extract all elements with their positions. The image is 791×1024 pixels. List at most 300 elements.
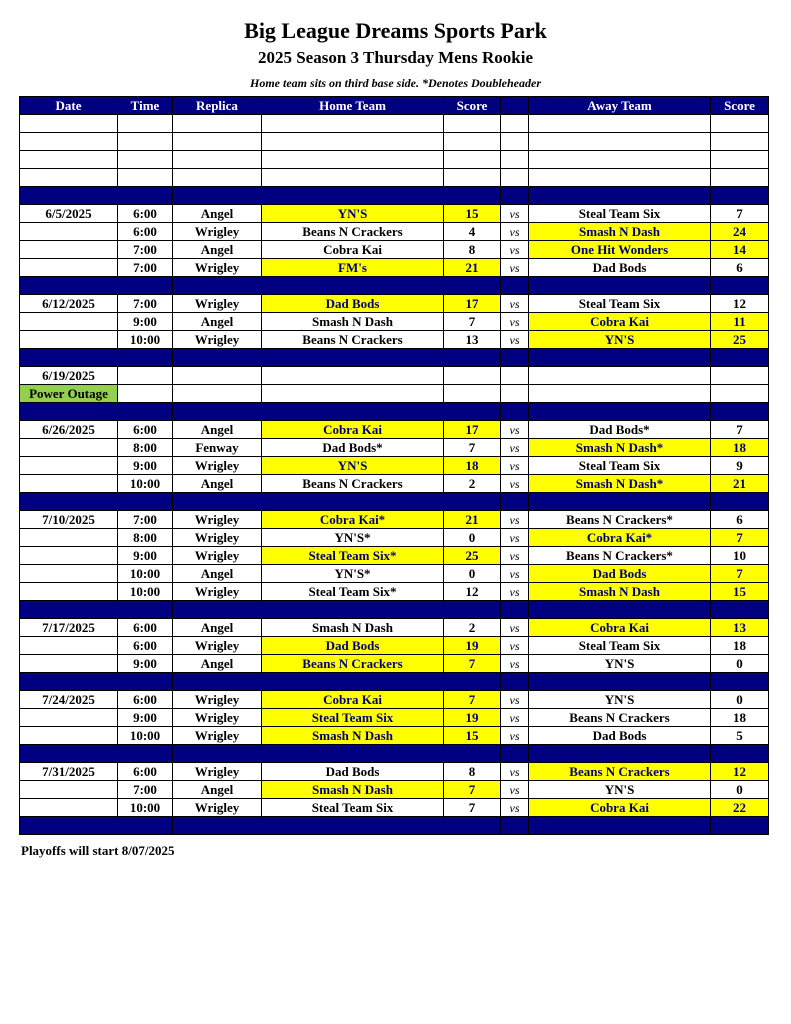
date-cell <box>20 313 118 331</box>
replica-cell: Wrigley <box>173 691 262 709</box>
game-row <box>20 331 769 349</box>
separator-cell <box>711 187 769 205</box>
separator-cell <box>501 277 529 295</box>
home-team-cell: Steal Team Six <box>262 799 444 817</box>
date-cell: 6/26/2025 <box>20 421 118 439</box>
separator-cell <box>262 403 444 421</box>
game-row <box>20 763 769 781</box>
blank-cell <box>444 385 501 403</box>
away-team-cell: Beans N Crackers* <box>529 547 711 565</box>
home-score-cell: 7 <box>444 313 501 331</box>
separator-cell <box>711 493 769 511</box>
vs-cell: vs <box>501 583 529 601</box>
vs-cell: vs <box>501 709 529 727</box>
time-cell: 6:00 <box>118 637 173 655</box>
separator-cell <box>118 403 173 421</box>
week-separator-row <box>20 277 769 295</box>
col-header-home-score: Score <box>444 97 501 115</box>
separator-cell <box>444 187 501 205</box>
replica-cell: Wrigley <box>173 511 262 529</box>
blank-cell <box>444 151 501 169</box>
home-score-cell: 8 <box>444 763 501 781</box>
away-team-cell: YN'S <box>529 655 711 673</box>
blank-cell <box>118 151 173 169</box>
away-team-cell: One Hit Wonders <box>529 241 711 259</box>
blank-cell <box>444 169 501 187</box>
home-score-cell: 17 <box>444 421 501 439</box>
col-header-home-team: Home Team <box>262 97 444 115</box>
separator-cell <box>173 493 262 511</box>
week-separator-row <box>20 493 769 511</box>
separator-cell <box>529 673 711 691</box>
home-score-cell: 17 <box>444 295 501 313</box>
game-row <box>20 511 769 529</box>
away-team-cell: YN'S <box>529 691 711 709</box>
separator-cell <box>262 187 444 205</box>
date-cell <box>20 583 118 601</box>
blank-cell <box>711 385 769 403</box>
separator-cell <box>118 187 173 205</box>
game-row <box>20 205 769 223</box>
home-team-cell: Beans N Crackers <box>262 331 444 349</box>
col-header-time: Time <box>118 97 173 115</box>
blank-cell <box>20 151 118 169</box>
home-team-cell: Beans N Crackers <box>262 475 444 493</box>
blank-cell <box>173 133 262 151</box>
vs-cell: vs <box>501 421 529 439</box>
home-score-cell: 2 <box>444 619 501 637</box>
separator-cell <box>529 493 711 511</box>
time-cell: 10:00 <box>118 565 173 583</box>
date-cell: 7/24/2025 <box>20 691 118 709</box>
home-score-cell: 7 <box>444 691 501 709</box>
col-header-date: Date <box>20 97 118 115</box>
away-score-cell: 15 <box>711 583 769 601</box>
away-team-cell: YN'S <box>529 331 711 349</box>
time-cell: 7:00 <box>118 241 173 259</box>
away-score-cell: 0 <box>711 655 769 673</box>
replica-cell: Wrigley <box>173 331 262 349</box>
separator-cell <box>173 277 262 295</box>
home-team-cell: Cobra Kai <box>262 421 444 439</box>
separator-cell <box>501 187 529 205</box>
date-cell <box>20 529 118 547</box>
replica-cell: Wrigley <box>173 799 262 817</box>
game-row <box>20 529 769 547</box>
blank-cell <box>529 151 711 169</box>
date-cell: 7/10/2025 <box>20 511 118 529</box>
time-cell: 9:00 <box>118 457 173 475</box>
vs-cell: vs <box>501 295 529 313</box>
replica-cell: Fenway <box>173 439 262 457</box>
away-score-cell: 9 <box>711 457 769 475</box>
away-score-cell: 6 <box>711 259 769 277</box>
separator-cell <box>711 601 769 619</box>
home-team-cell: YN'S* <box>262 565 444 583</box>
date-cell: 6/12/2025 <box>20 295 118 313</box>
col-header-away-score: Score <box>711 97 769 115</box>
away-team-cell: Steal Team Six <box>529 457 711 475</box>
separator-cell <box>20 745 118 763</box>
game-row <box>20 475 769 493</box>
schedule-body <box>20 115 769 835</box>
away-score-cell <box>711 367 769 385</box>
replica-cell: Angel <box>173 781 262 799</box>
vs-cell: vs <box>501 223 529 241</box>
time-cell: 10:00 <box>118 331 173 349</box>
separator-cell <box>711 817 769 835</box>
away-team-cell: Cobra Kai <box>529 619 711 637</box>
blank-row <box>20 151 769 169</box>
week-separator-row <box>20 817 769 835</box>
replica-cell <box>173 367 262 385</box>
away-team-cell: Dad Bods* <box>529 421 711 439</box>
time-cell: 10:00 <box>118 583 173 601</box>
game-row <box>20 295 769 313</box>
home-team-cell: Smash N Dash <box>262 781 444 799</box>
replica-cell: Wrigley <box>173 637 262 655</box>
separator-cell <box>118 745 173 763</box>
time-cell: 9:00 <box>118 655 173 673</box>
blank-cell <box>444 115 501 133</box>
week-separator-row <box>20 403 769 421</box>
separator-cell <box>118 277 173 295</box>
date-cell <box>20 781 118 799</box>
date-cell <box>20 655 118 673</box>
week-separator-row <box>20 187 769 205</box>
separator-cell <box>20 673 118 691</box>
home-team-cell: Dad Bods* <box>262 439 444 457</box>
away-team-cell: Cobra Kai <box>529 313 711 331</box>
separator-cell <box>118 493 173 511</box>
date-cell <box>20 457 118 475</box>
blank-cell <box>262 151 444 169</box>
time-cell: 8:00 <box>118 529 173 547</box>
away-team-cell: Beans N Crackers* <box>529 511 711 529</box>
replica-cell: Angel <box>173 619 262 637</box>
time-cell: 6:00 <box>118 223 173 241</box>
vs-cell: vs <box>501 637 529 655</box>
home-score-cell: 21 <box>444 259 501 277</box>
away-team-cell: Steal Team Six <box>529 205 711 223</box>
blank-cell <box>173 385 262 403</box>
date-cell <box>20 727 118 745</box>
blank-cell <box>529 133 711 151</box>
week-separator-row <box>20 601 769 619</box>
away-team-cell: Beans N Crackers <box>529 763 711 781</box>
home-team-cell: YN'S <box>262 457 444 475</box>
date-cell <box>20 439 118 457</box>
separator-cell <box>529 349 711 367</box>
date-cell: 7/17/2025 <box>20 619 118 637</box>
power-outage-label: Power Outage <box>20 385 118 403</box>
home-score-cell: 4 <box>444 223 501 241</box>
vs-cell: vs <box>501 763 529 781</box>
away-score-cell: 25 <box>711 331 769 349</box>
away-score-cell: 10 <box>711 547 769 565</box>
away-score-cell: 12 <box>711 763 769 781</box>
time-cell: 7:00 <box>118 295 173 313</box>
away-team-cell: Cobra Kai <box>529 799 711 817</box>
power-outage-row <box>20 385 769 403</box>
blank-cell <box>529 115 711 133</box>
home-score-cell: 12 <box>444 583 501 601</box>
time-cell: 6:00 <box>118 691 173 709</box>
vs-cell: vs <box>501 691 529 709</box>
time-cell: 7:00 <box>118 259 173 277</box>
home-score-cell: 0 <box>444 529 501 547</box>
blank-cell <box>262 385 444 403</box>
away-team-cell: Smash N Dash* <box>529 475 711 493</box>
game-row <box>20 313 769 331</box>
separator-cell <box>173 349 262 367</box>
replica-cell: Wrigley <box>173 529 262 547</box>
replica-cell: Wrigley <box>173 547 262 565</box>
home-team-cell: Steal Team Six <box>262 709 444 727</box>
game-row <box>20 223 769 241</box>
time-cell: 6:00 <box>118 205 173 223</box>
time-cell: 9:00 <box>118 709 173 727</box>
separator-cell <box>173 673 262 691</box>
playoffs-note: Playoffs will start 8/07/2025 <box>21 843 175 858</box>
separator-cell <box>20 277 118 295</box>
separator-cell <box>444 277 501 295</box>
separator-cell <box>262 277 444 295</box>
game-row <box>20 691 769 709</box>
away-score-cell: 12 <box>711 295 769 313</box>
date-cell <box>20 799 118 817</box>
home-score-cell: 25 <box>444 547 501 565</box>
separator-cell <box>444 493 501 511</box>
game-row <box>20 583 769 601</box>
blank-cell <box>262 115 444 133</box>
away-score-cell: 7 <box>711 421 769 439</box>
separator-cell <box>501 601 529 619</box>
separator-cell <box>173 187 262 205</box>
vs-cell: vs <box>501 313 529 331</box>
separator-cell <box>118 673 173 691</box>
time-cell: 10:00 <box>118 727 173 745</box>
separator-cell <box>262 349 444 367</box>
time-cell: 6:00 <box>118 619 173 637</box>
game-row <box>20 799 769 817</box>
game-row <box>20 619 769 637</box>
replica-cell: Angel <box>173 205 262 223</box>
home-score-cell: 18 <box>444 457 501 475</box>
vs-cell: vs <box>501 529 529 547</box>
col-header-replica: Replica <box>173 97 262 115</box>
away-score-cell: 0 <box>711 691 769 709</box>
home-team-cell: Dad Bods <box>262 295 444 313</box>
game-row <box>20 727 769 745</box>
date-cell <box>20 547 118 565</box>
blank-cell <box>501 133 529 151</box>
vs-cell: vs <box>501 475 529 493</box>
separator-cell <box>173 745 262 763</box>
away-score-cell: 6 <box>711 511 769 529</box>
date-cell <box>20 241 118 259</box>
separator-cell <box>173 601 262 619</box>
separator-cell <box>711 349 769 367</box>
date-cell: 6/5/2025 <box>20 205 118 223</box>
separator-cell <box>529 817 711 835</box>
home-team-cell: YN'S <box>262 205 444 223</box>
away-team-cell: Cobra Kai* <box>529 529 711 547</box>
away-team-cell: Smash N Dash <box>529 583 711 601</box>
separator-cell <box>444 817 501 835</box>
blank-cell <box>20 169 118 187</box>
away-team-cell: Smash N Dash <box>529 223 711 241</box>
blank-cell <box>711 115 769 133</box>
home-score-cell: 15 <box>444 727 501 745</box>
game-row <box>20 655 769 673</box>
replica-cell: Wrigley <box>173 295 262 313</box>
home-score-cell: 13 <box>444 331 501 349</box>
away-score-cell: 22 <box>711 799 769 817</box>
home-team-cell: Steal Team Six* <box>262 583 444 601</box>
home-team-cell: FM's <box>262 259 444 277</box>
separator-cell <box>444 601 501 619</box>
home-score-cell: 2 <box>444 475 501 493</box>
time-cell <box>118 367 173 385</box>
vs-cell: vs <box>501 565 529 583</box>
home-score-cell: 15 <box>444 205 501 223</box>
separator-cell <box>529 745 711 763</box>
separator-cell <box>118 817 173 835</box>
away-score-cell: 24 <box>711 223 769 241</box>
time-cell: 10:00 <box>118 799 173 817</box>
away-team-cell: Smash N Dash* <box>529 439 711 457</box>
game-row <box>20 709 769 727</box>
separator-cell <box>262 601 444 619</box>
week-separator-row <box>20 745 769 763</box>
blank-cell <box>711 133 769 151</box>
date-cell <box>20 223 118 241</box>
separator-cell <box>711 745 769 763</box>
blank-cell <box>501 169 529 187</box>
blank-cell <box>501 115 529 133</box>
time-cell: 6:00 <box>118 421 173 439</box>
blank-cell <box>529 385 711 403</box>
home-team-cell: YN'S* <box>262 529 444 547</box>
home-team-cell: Dad Bods <box>262 637 444 655</box>
date-cell <box>20 565 118 583</box>
blank-cell <box>20 115 118 133</box>
separator-cell <box>262 493 444 511</box>
game-row <box>20 565 769 583</box>
vs-cell <box>501 367 529 385</box>
blank-cell <box>173 115 262 133</box>
separator-cell <box>501 817 529 835</box>
separator-cell <box>711 673 769 691</box>
separator-cell <box>501 403 529 421</box>
replica-cell: Wrigley <box>173 763 262 781</box>
separator-cell <box>20 601 118 619</box>
separator-cell <box>711 403 769 421</box>
replica-cell: Wrigley <box>173 709 262 727</box>
away-team-cell: Steal Team Six <box>529 637 711 655</box>
away-score-cell: 7 <box>711 565 769 583</box>
home-team-cell: Cobra Kai <box>262 241 444 259</box>
separator-cell <box>529 277 711 295</box>
separator-cell <box>20 187 118 205</box>
week-separator-row <box>20 349 769 367</box>
time-cell: 7:00 <box>118 781 173 799</box>
away-team-cell: Dad Bods <box>529 727 711 745</box>
replica-cell: Wrigley <box>173 583 262 601</box>
home-score-cell <box>444 367 501 385</box>
date-cell: 7/31/2025 <box>20 763 118 781</box>
away-score-cell: 11 <box>711 313 769 331</box>
replica-cell: Wrigley <box>173 223 262 241</box>
blank-cell <box>501 151 529 169</box>
away-score-cell: 7 <box>711 205 769 223</box>
separator-cell <box>20 493 118 511</box>
game-row <box>20 547 769 565</box>
separator-cell <box>501 673 529 691</box>
separator-cell <box>173 817 262 835</box>
blank-cell <box>711 169 769 187</box>
blank-cell <box>173 151 262 169</box>
home-team-cell: Cobra Kai* <box>262 511 444 529</box>
vs-cell: vs <box>501 205 529 223</box>
blank-row <box>20 115 769 133</box>
blank-row <box>20 169 769 187</box>
game-row <box>20 241 769 259</box>
separator-cell <box>444 403 501 421</box>
vs-cell: vs <box>501 241 529 259</box>
separator-cell <box>529 187 711 205</box>
blank-cell <box>262 133 444 151</box>
away-score-cell: 14 <box>711 241 769 259</box>
time-cell: 10:00 <box>118 475 173 493</box>
home-score-cell: 7 <box>444 799 501 817</box>
date-cell <box>20 709 118 727</box>
home-score-cell: 19 <box>444 709 501 727</box>
blank-cell <box>711 151 769 169</box>
separator-cell <box>20 349 118 367</box>
home-team-cell <box>262 367 444 385</box>
col-header-away-team: Away Team <box>529 97 711 115</box>
vs-cell: vs <box>501 655 529 673</box>
page-subtitle: 2025 Season 3 Thursday Mens Rookie <box>257 48 534 67</box>
time-cell: 9:00 <box>118 547 173 565</box>
replica-cell: Angel <box>173 421 262 439</box>
separator-cell <box>20 817 118 835</box>
replica-cell: Wrigley <box>173 457 262 475</box>
home-score-cell: 7 <box>444 781 501 799</box>
home-team-cell: Beans N Crackers <box>262 655 444 673</box>
blank-cell <box>501 385 529 403</box>
blank-cell <box>20 133 118 151</box>
separator-cell <box>118 601 173 619</box>
date-cell <box>20 259 118 277</box>
home-team-cell: Smash N Dash <box>262 619 444 637</box>
col-header-vs <box>501 97 529 115</box>
away-team-cell: Steal Team Six <box>529 295 711 313</box>
date-cell <box>20 475 118 493</box>
vs-cell: vs <box>501 799 529 817</box>
week-separator-row <box>20 673 769 691</box>
time-cell: 7:00 <box>118 511 173 529</box>
separator-cell <box>173 403 262 421</box>
separator-cell <box>118 349 173 367</box>
away-score-cell: 18 <box>711 439 769 457</box>
game-row <box>20 457 769 475</box>
home-team-cell: Beans N Crackers <box>262 223 444 241</box>
replica-cell: Angel <box>173 655 262 673</box>
separator-cell <box>262 745 444 763</box>
